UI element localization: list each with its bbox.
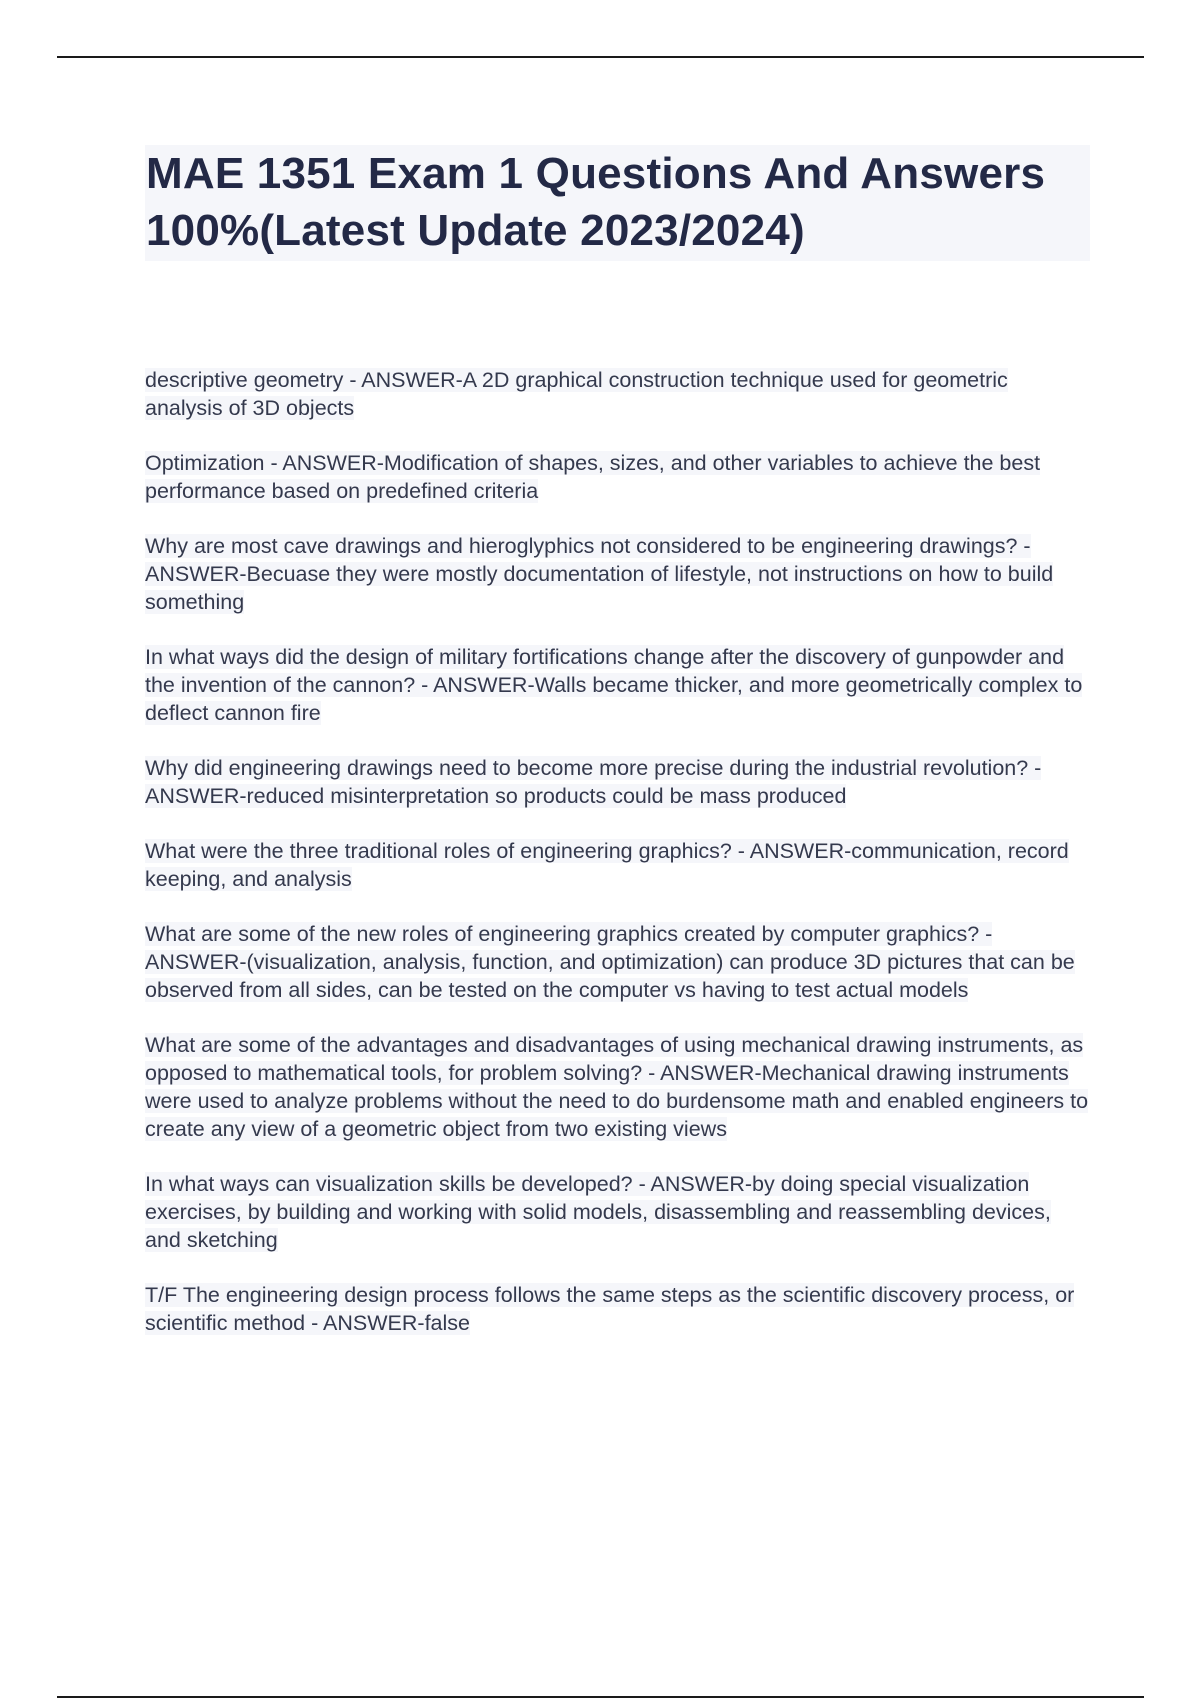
qa-text: In what ways did the design of military fortifications change after the discovery of gunpowder and the invention of the cannon? - ANSWER-Walls became thicker, and more geometrically complex to deflect cannon fire: [145, 645, 1083, 725]
qa-item: [145, 920, 1090, 1004]
qa-item: [145, 1281, 1090, 1337]
qa-item: [145, 643, 1090, 727]
qa-text: What are some of the advantages and disadvantages of using mechanical drawing instruments, as opposed to mathematical tools, for problem solving? - ANSWER-Mechanical drawing instruments were used to analyze problems without the need to do burdensome math and enabled engineers to create any view of a geometric object from two existing views: [145, 1033, 1089, 1141]
qa-text: What are some of the new roles of engineering graphics created by computer graphics? - ANSWER-(visualization, analysis, function, and optimization) can produce 3D pictures that can be observed from all sides, can be tested on the computer vs having to test actual models: [145, 922, 1075, 1002]
qa-text: T/F The engineering design process follows the same steps as the scientific discovery process, or scientific method - ANSWER-false: [145, 1283, 1075, 1335]
qa-item: [145, 366, 1090, 422]
qa-text: Why did engineering drawings need to become more precise during the industrial revolution? - ANSWER-reduced misinterpretation so products could be mass produced: [145, 756, 1042, 808]
qa-item: [145, 1170, 1090, 1254]
qa-text: Why are most cave drawings and hieroglyphics not considered to be engineering drawings? - ANSWER-Becuase they were mostly documentation of lifestyle, not instructions on how to build something: [145, 534, 1054, 614]
qa-item: [145, 754, 1090, 810]
qa-item: [145, 1031, 1090, 1143]
title-block: [145, 145, 1090, 261]
qa-text: descriptive geometry - ANSWER-A 2D graphical construction technique used for geometric analysis of 3D objects: [145, 368, 1008, 420]
qa-text: Optimization - ANSWER-Modification of shapes, sizes, and other variables to achieve the best performance based on predefined criteria: [145, 451, 1041, 503]
page-title: MAE 1351 Exam 1 Questions And Answers 100%(Latest Update 2023/2024): [146, 149, 1046, 255]
top-divider: [57, 56, 1144, 58]
qa-list: [145, 366, 1090, 1364]
qa-text: In what ways can visualization skills be developed? - ANSWER-by doing special visualization exercises, by building and working with solid models, disassembling and reassembling devices, and sketching: [145, 1172, 1051, 1252]
qa-item: [145, 532, 1090, 616]
bottom-divider: [57, 1696, 1144, 1698]
qa-item: [145, 449, 1090, 505]
qa-item: [145, 837, 1090, 893]
qa-text: What were the three traditional roles of engineering graphics? - ANSWER-communication, record keeping, and analysis: [145, 839, 1069, 891]
